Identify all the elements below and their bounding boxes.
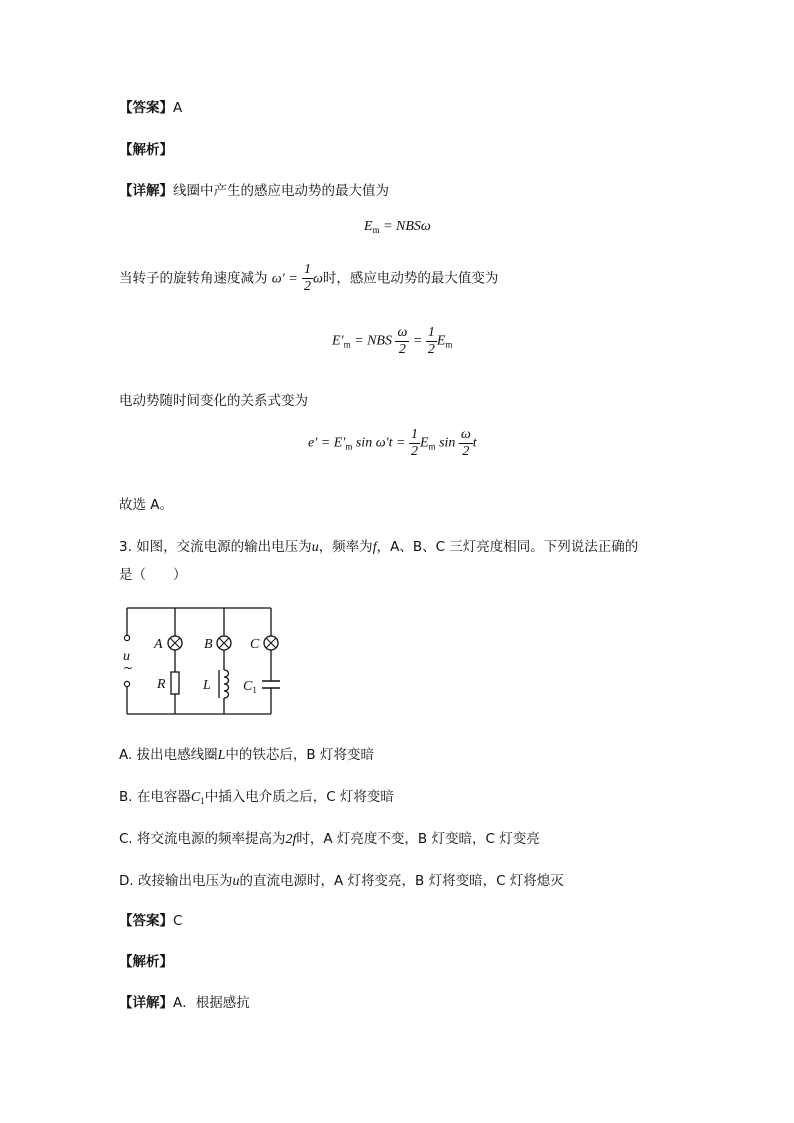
option-b-post: 中插入电介质之后，C 灯将变暗 (204, 789, 394, 805)
ac-tilde-icon: ~ (123, 661, 134, 675)
omega-line (119, 262, 498, 295)
option-d (119, 869, 564, 890)
label-u: u (123, 649, 130, 664)
option-a-label: A. (119, 747, 133, 763)
answer2-value: C (173, 913, 183, 929)
answer-line-2 (119, 909, 182, 929)
analysis-tag-2: 【解析】 (119, 954, 173, 970)
terminal-bottom-icon (124, 681, 129, 686)
omega-prefix: 当转子的旋转角速度减为 (119, 270, 268, 287)
detail2-text: A．根据感抗 (173, 995, 250, 1011)
inductor-coil-icon (224, 670, 229, 698)
option-d-pre: 改接输出电压为 (137, 873, 233, 889)
question-3-line2: 是（ ） (119, 567, 187, 583)
answer-value: A (173, 100, 183, 116)
label-a: A (154, 637, 163, 652)
lamp-c-icon (264, 636, 278, 650)
terminal-top-icon (124, 635, 129, 640)
circuit-diagram (119, 600, 289, 720)
option-a-post: 中的铁芯后，B 灯将变暗 (225, 747, 374, 763)
option-b (119, 785, 394, 806)
answer2-tag: 【答案】 (119, 913, 173, 929)
eq1-rhs: = NBSω (383, 219, 431, 234)
label-c1: $C_1$ (243, 679, 257, 695)
option-c-pre: 将交流电源的频率提高为 (137, 831, 286, 847)
q3-part1: 如图，交流电源的输出电压为 (136, 539, 312, 555)
option-b-sym-sub: 1 (200, 796, 205, 806)
q3-u: u (311, 540, 319, 555)
question-number: 3. (119, 539, 132, 555)
equation-em-prime: $E'_m$ = NBS $\frac{\omega}{2}$ = $\frac{1}{2}$ $E_m$ (332, 325, 453, 357)
option-c-post: 时，A 灯亮度不变，B 灯变暗，C 灯变亮 (296, 831, 540, 847)
label-r: R (157, 677, 166, 692)
detail-text: 线圈中产生的感应电动势的最大值为 (173, 183, 389, 199)
eq1-lhs: E (364, 219, 373, 234)
eq1-lhs-sub: m (372, 225, 380, 235)
eq2-frac-omega: $\frac{\omega}{2}$ (397, 325, 408, 357)
omega-symbol: ω (313, 271, 323, 287)
option-c-sym: 2f (285, 832, 297, 847)
q3-f: f (372, 540, 377, 555)
option-d-post: 的直流电源时，A 灯将变亮，B 灯将变暗，C 灯将熄灭 (239, 873, 564, 889)
lamp-a-icon (168, 636, 182, 650)
label-c: C (250, 637, 260, 652)
option-c-label: C. (119, 831, 133, 847)
q3-part3: ，A、B、C 三灯亮度相同。下列说法正确的 (376, 539, 639, 555)
option-a (119, 743, 374, 764)
option-a-sym: L (217, 748, 226, 763)
option-d-label: D. (119, 873, 134, 889)
detail2-tag: 【详解】 (119, 995, 173, 1011)
omega-prime: ω′ = (271, 271, 298, 287)
detail-tag: 【详解】 (119, 183, 173, 199)
question-3-line1 (119, 535, 638, 556)
half-fraction: $\frac{1}{2}$ (304, 262, 311, 294)
option-b-sym: C (190, 790, 201, 805)
resistor-icon (171, 672, 179, 694)
omega-suffix: 时，感应电动势的最大值变为 (322, 270, 499, 287)
answer-tag: 【答案】 (119, 100, 173, 116)
option-d-sym: u (232, 874, 240, 889)
eq3-frac-omega: $\frac{\omega}{2}$ (460, 427, 471, 459)
label-l: L (203, 678, 211, 693)
q3-part2: ，频率为 (318, 539, 373, 555)
capacitor-icon (262, 681, 280, 688)
detail-line-2 (119, 991, 250, 1011)
relation-line: 电动势随时间变化的关系式变为 (119, 393, 308, 409)
eq3-frac-half: $\frac{1}{2}$ (410, 427, 418, 459)
detail-line-1 (119, 179, 389, 199)
option-c (119, 827, 540, 848)
eq2-frac-half: $\frac{1}{2}$ (427, 325, 435, 357)
equation-em (364, 219, 431, 235)
option-a-pre: 拔出电感线圈 (136, 747, 218, 763)
equation-e-prime: $e' = E'_m$ sin ω′t = $\frac{1}{2}$ $E_m$ sin $\frac{\omega}{2}$ t (308, 427, 477, 459)
answer-line-1 (119, 96, 182, 116)
option-b-label: B. (119, 789, 133, 805)
conclusion-1: 故选 A。 (119, 497, 174, 513)
analysis-tag-1: 【解析】 (119, 142, 173, 158)
option-b-pre: 在电容器 (136, 789, 191, 805)
label-b: B (204, 637, 213, 652)
lamp-b-icon (217, 636, 231, 650)
